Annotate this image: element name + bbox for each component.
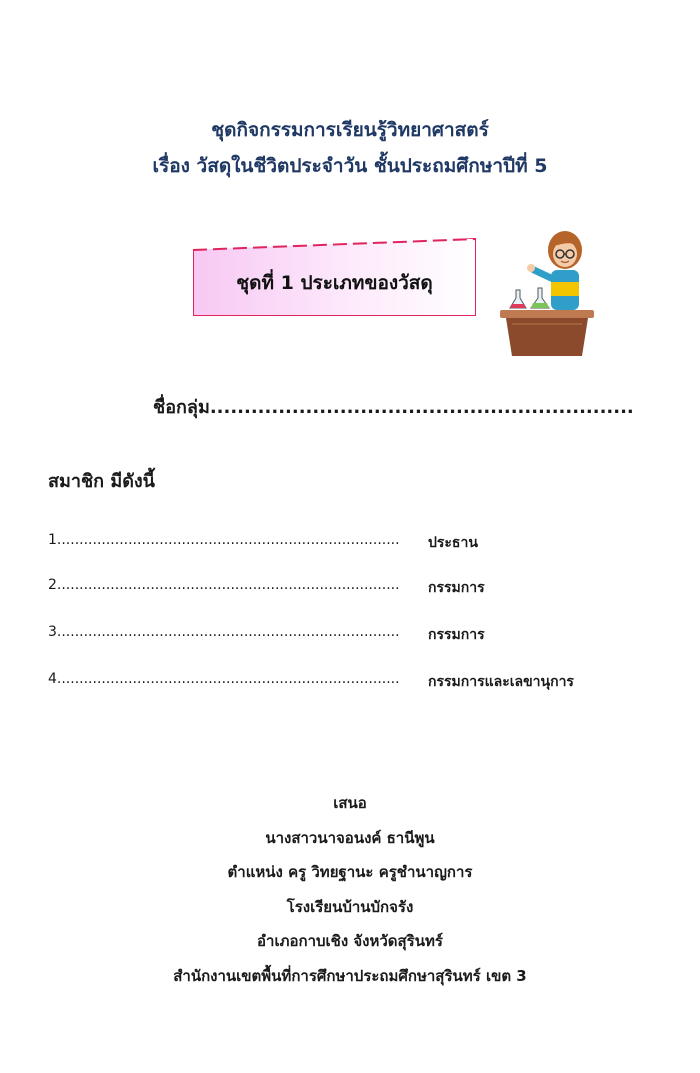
teacher-position: ตำแหน่ง ครู วิทยฐานะ ครูชำนาญการ bbox=[227, 863, 473, 881]
title-line-1: ชุดกิจกรรมการเรียนรู้วิทยาศาสตร์ bbox=[211, 119, 489, 141]
member-role: กรรมการและเลขานุการ bbox=[428, 674, 574, 690]
document-title bbox=[0, 112, 700, 184]
presented-to-block bbox=[0, 786, 700, 993]
member-name-line: 2............................................................................. bbox=[48, 577, 400, 593]
set-label: ชุดที่ 1 ประเภทของวัสดุ bbox=[236, 272, 433, 294]
member-role: ประธาน bbox=[428, 535, 478, 551]
school-name: โรงเรียนบ้านบักจรัง bbox=[286, 897, 414, 916]
member-name-line: 4............................................................................. bbox=[48, 671, 400, 687]
member-role: กรรมการ bbox=[428, 580, 485, 596]
member-row bbox=[48, 671, 648, 695]
member-row bbox=[48, 532, 648, 556]
teacher-name: นางสาวนาจอนงค์ ธานีพูน bbox=[265, 828, 435, 847]
presented-heading: เสนอ bbox=[333, 794, 367, 812]
member-row bbox=[48, 624, 648, 648]
education-office: สำนักงานเขตพื้นที่การศึกษาประถมศึกษาสุรินทร์ เขต 3 bbox=[173, 966, 527, 985]
member-name-line: 3............................................................................. bbox=[48, 624, 400, 640]
title-line-2: เรื่อง วัสดุในชีวิตประจำวัน ชั้นประถมศึกษาปีที่ 5 bbox=[152, 155, 548, 177]
teacher-illustration bbox=[498, 228, 596, 358]
members-heading: สมาชิก มีดังนี้ bbox=[48, 471, 155, 492]
member-role: กรรมการ bbox=[428, 627, 485, 643]
group-name-field: ชื่อกลุ่ม.............................................................. bbox=[153, 397, 634, 418]
set-box-dashed-edge bbox=[193, 238, 478, 252]
member-row bbox=[48, 577, 648, 601]
district-province: อำเภอกาบเชิง จังหวัดสุรินทร์ bbox=[257, 932, 443, 950]
member-name-line: 1............................................................................. bbox=[48, 532, 400, 548]
